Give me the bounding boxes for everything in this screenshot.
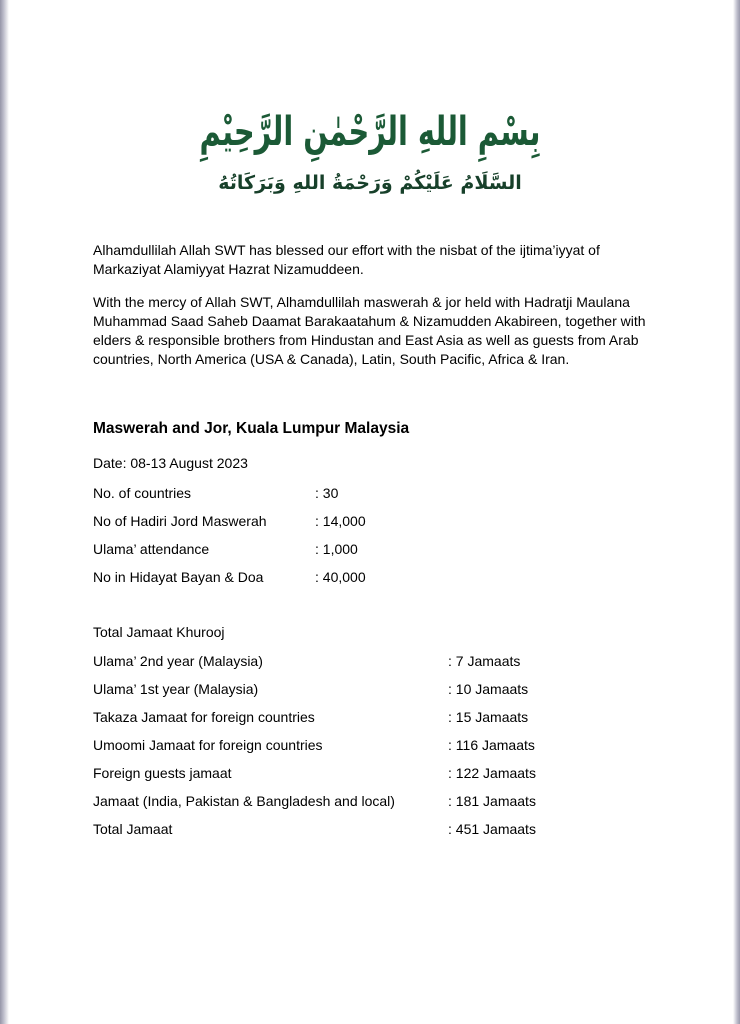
stat-row-hadiri — [93, 513, 653, 533]
khurooj-value: : 7 Jamaats — [448, 653, 521, 669]
khurooj-row-ulama-1st — [93, 681, 653, 701]
khurooj-label: Total Jamaat — [93, 821, 173, 837]
khurooj-label: Umoomi Jamaat for foreign countries — [93, 737, 323, 753]
stat-label: Ulama’ attendance — [93, 541, 210, 557]
khurooj-row-foreign-guests — [93, 765, 653, 785]
khurooj-value: : 15 Jamaats — [448, 709, 529, 725]
khurooj-value: : 122 Jamaats — [448, 765, 536, 781]
stat-label: No of Hadiri Jord Maswerah — [93, 513, 267, 529]
salam-greeting: السَّلَامُ عَلَيْكُمْ وَرَحْمَةُ اللهِ وَبَرَكَاتُهُ — [218, 172, 522, 194]
stat-value: : 30 — [315, 485, 339, 501]
khurooj-label: Ulama’ 2nd year (Malaysia) — [93, 653, 263, 669]
page-edge-left — [0, 0, 9, 1024]
khurooj-row-ulama-2nd — [93, 653, 653, 673]
event-title: Maswerah and Jor, Kuala Lumpur Malaysia — [93, 420, 410, 437]
khurooj-label: Ulama’ 1st year (Malaysia) — [93, 681, 259, 697]
khurooj-value: : 10 Jamaats — [448, 681, 529, 697]
stat-label: No. of countries — [93, 485, 192, 501]
khurooj-label: Foreign guests jamaat — [93, 765, 232, 781]
page-edge-right — [733, 0, 740, 1024]
khurooj-row-total — [93, 821, 653, 841]
intro-paragraph-1: Alhamdullilah Allah SWT has blessed our effort with the nisbat of the ijtima’iyyat of Markaziyat Alamiyyat Hazrat Nizamuddeen. — [93, 242, 600, 277]
khurooj-row-takaza — [93, 709, 653, 729]
intro-paragraph-2: With the mercy of Allah SWT, Alhamdullilah maswerah & jor held with Hadratji Maulana Muhammad Saad Saheb Daamat Barakaatahum & Nizamudden Akabireen, together with elders & responsible brothers from Hindustan and East Asia as well as guests from Arab countries, North America (USA & Canada), Latin, South Pacific, Africa & Iran. — [93, 294, 646, 367]
khurooj-value: : 451 Jamaats — [448, 821, 536, 837]
stat-value: : 1,000 — [315, 541, 358, 557]
khurooj-row-india-pak-bangla — [93, 793, 653, 813]
khurooj-heading: Total Jamaat Khurooj — [93, 624, 225, 640]
bismillah-calligraphy: بِسْمِ اللهِ الرَّحْمٰنِ الرَّحِيْمِ — [199, 109, 541, 155]
event-date: Date: 08-13 August 2023 — [93, 455, 248, 471]
stat-value: : 40,000 — [315, 569, 366, 585]
khurooj-value: : 181 Jamaats — [448, 793, 536, 809]
khurooj-label: Takaza Jamaat for foreign countries — [93, 709, 315, 725]
stat-value: : 14,000 — [315, 513, 366, 529]
stat-row-countries — [93, 485, 653, 505]
khurooj-row-umoomi — [93, 737, 653, 757]
khurooj-label: Jamaat (India, Pakistan & Bangladesh and local) — [93, 793, 395, 809]
stat-label: No in Hidayat Bayan & Doa — [93, 569, 264, 585]
khurooj-value: : 116 Jamaats — [448, 737, 535, 753]
stat-row-hidayat — [93, 569, 653, 589]
stat-row-ulama-attendance — [93, 541, 653, 561]
